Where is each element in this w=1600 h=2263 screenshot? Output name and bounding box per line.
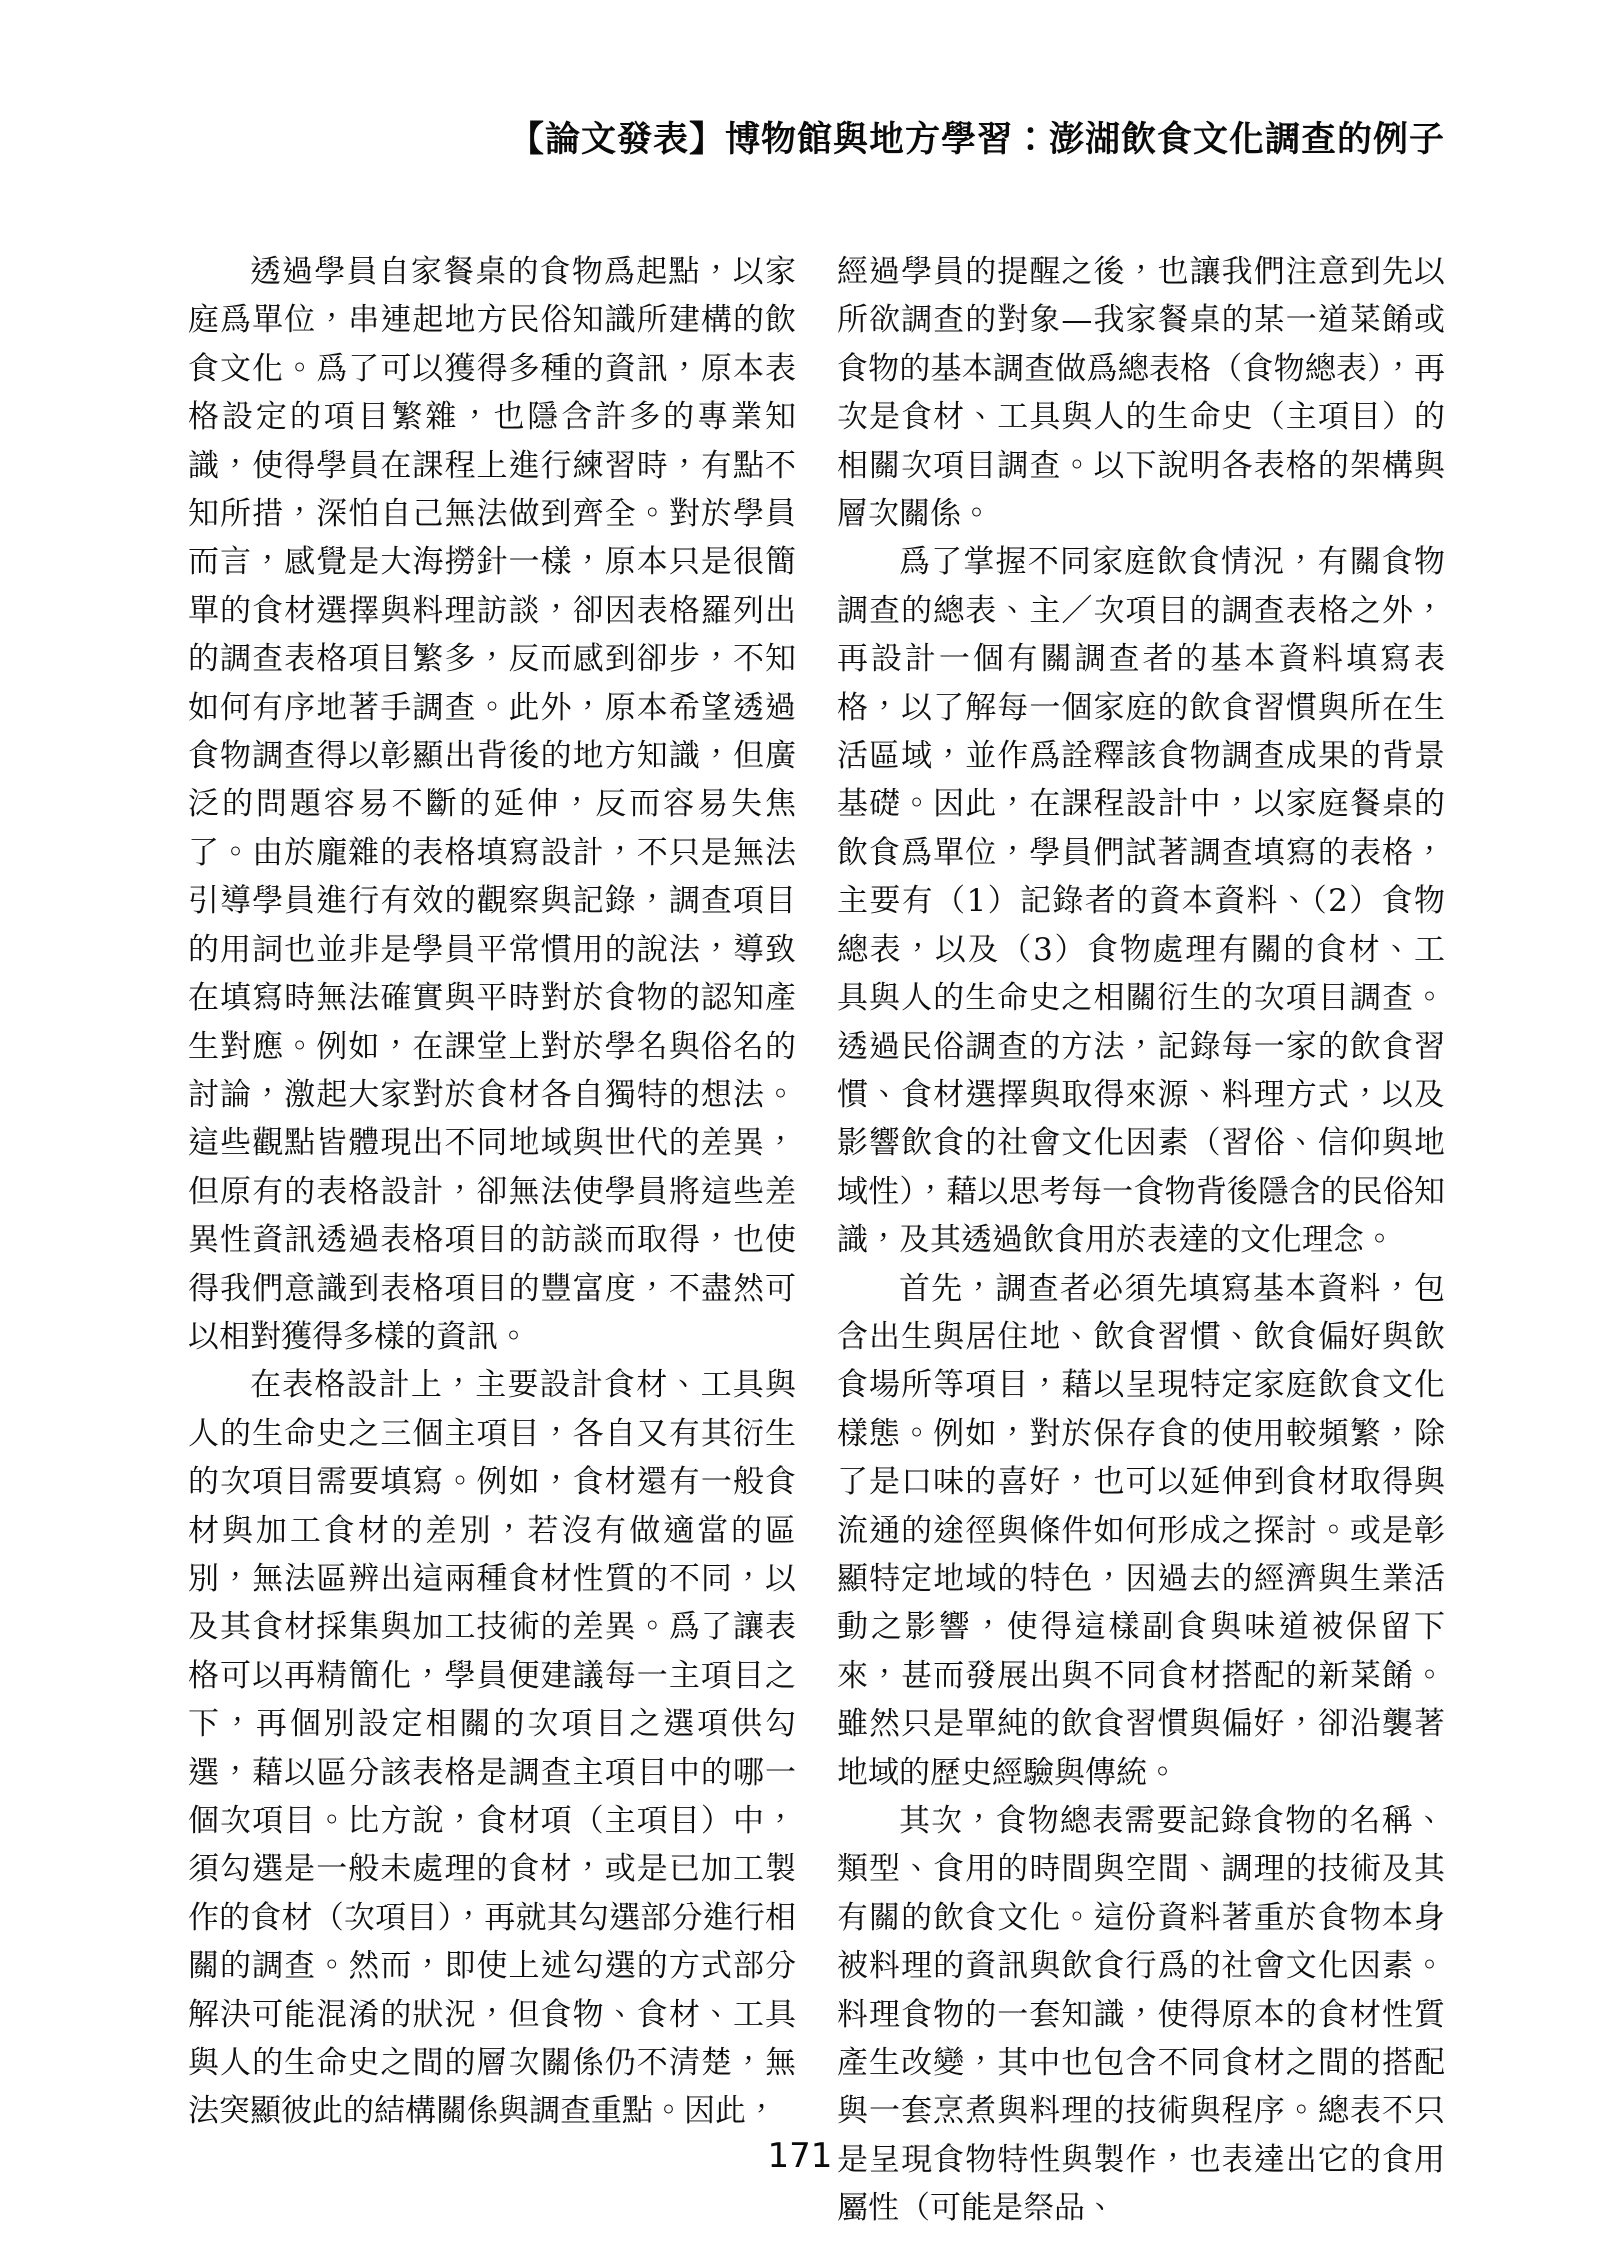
paragraph: 首先，調查者必須先填寫基本資料，包含出生與居住地、飲食習慣、飲食偏好與飲食場所等項目，藉以呈現特定家庭飲食文化樣態。例如，對於保存食的使用較頻繁，除了是口味的喜好，也可以延伸到食材取得與流通的途徑與條件如何形成之探討。或是彰顯特定地域的特色，因過去的經濟與生業活動之影響，使得這樣副食與味道被保留下來，甚而發展出與不同食材搭配的新菜餚。雖然只是單純的飲食習慣與偏好，卻沿襲著地域的歷史經驗與傳統。 <box>837 1270 1445 1791</box>
paragraph: 其次，食物總表需要記錄食物的名稱、類型、食用的時間與空間、調理的技術及其有關的飲食文化。這份資料著重於食物本身被料理的資訊與飲食行爲的社會文化因素。料理食物的一套知識，使得原本的食材性質產生改變，其中也包含不同食材之間的搭配與一套烹煮與料理的技術與程序。總表不只是呈現食物特性與製作，也表達出它的食用屬性（可能是祭品、 <box>837 1803 1445 2227</box>
paragraph: 經過學員的提醒之後，也讓我們注意到先以所欲調查的對象—我家餐桌的某一道菜餚或食物的基本調查做爲總表格（食物總表），再次是食材、工具與人的生命史（主項目）的相關次項目調查。以下說明各表格的架構與層次關係。 <box>837 254 1445 533</box>
text-body <box>188 248 1445 2233</box>
paragraph: 透過學員自家餐桌的食物爲起點，以家庭爲單位，串連起地方民俗知識所建構的飲食文化。爲了可以獲得多種的資訊，原本表格設定的項目繁雜，也隱含許多的專業知識，使得學員在課程上進行練習時，有點不知所措，深怕自己無法做到齊全。對於學員而言，感覺是大海撈針一樣，原本只是很簡單的食材選擇與料理訪談，卻因表格羅列出的調查表格項目繁多，反而感到卻步，不知如何有序地著手調查。此外，原本希望透過食物調查得以彰顯出背後的地方知識，但廣泛的問題容易不斷的延伸，反而容易失焦了。由於龐雜的表格填寫設計，不只是無法引導學員進行有效的觀察與記錄，調查項目的用詞也並非是學員平常慣用的說法，導致在填寫時無法確實與平時對於食物的認知產生對應。例如，在課堂上對於學名與俗名的討論，激起大家對於食材各自獨特的想法。這些觀點皆體現出不同地域與世代的差異，但原有的表格設計，卻無法使學員將這些差異性資訊透過表格項目的訪談而取得，也使得我們意識到表格項目的豐富度，不盡然可以相對獲得多樣的資訊。 <box>188 254 796 1355</box>
paragraph: 在表格設計上，主要設計食材、工具與人的生命史之三個主項目，各自又有其衍生的次項目需要填寫。例如，食材還有一般食材與加工食材的差別，若沒有做適當的區別，無法區辨出這兩種食材性質的不同，以及其食材採集與加工技術的差異。爲了讓表格可以再精簡化，學員便建議每一主項目之下，再個別設定相關的次項目之選項供勾選，藉以區分該表格是調查主項目中的哪一個次項目。比方說，食材項（主項目）中，須勾選是一般未處理的食材，或是已加工製作的食材（次項目），再就其勾選部分進行相關的調查。然而，即使上述勾選的方式部分解決可能混淆的狀況，但食物、食材、工具與人的生命史之間的層次關係仍不清楚，無法突顯彼此的結構關係與調查重點。因此， <box>188 1367 796 2130</box>
running-header: 【論文發表】博物館與地方學習：澎湖飲食文化調查的例子 <box>508 120 1445 160</box>
paragraph: 爲了掌握不同家庭飲食情況，有關食物調查的總表、主／次項目的調查表格之外，再設計一個有關調查者的基本資料填寫表格，以了解每一個家庭的飲食習慣與所在生活區域，並作爲詮釋該食物調查成果的背景基礎。因此，在課程設計中，以家庭餐桌的飲食爲單位，學員們試著調查填寫的表格，主要有（1）記錄者的資本資料、（2）食物總表，以及（3）食物處理有關的食材、工具與人的生命史之相關衍生的次項目調查。透過民俗調查的方法，記錄每一家的飲食習慣、食材選擇與取得來源、料理方式，以及影響飲食的社會文化因素（習俗、信仰與地域性），藉以思考每一食物背後隱含的民俗知識，及其透過飲食用於表達的文化理念。 <box>837 544 1445 1259</box>
page-number: 171 <box>767 2136 833 2176</box>
text-column-right <box>837 248 1445 2233</box>
text-column-left <box>188 248 796 2233</box>
